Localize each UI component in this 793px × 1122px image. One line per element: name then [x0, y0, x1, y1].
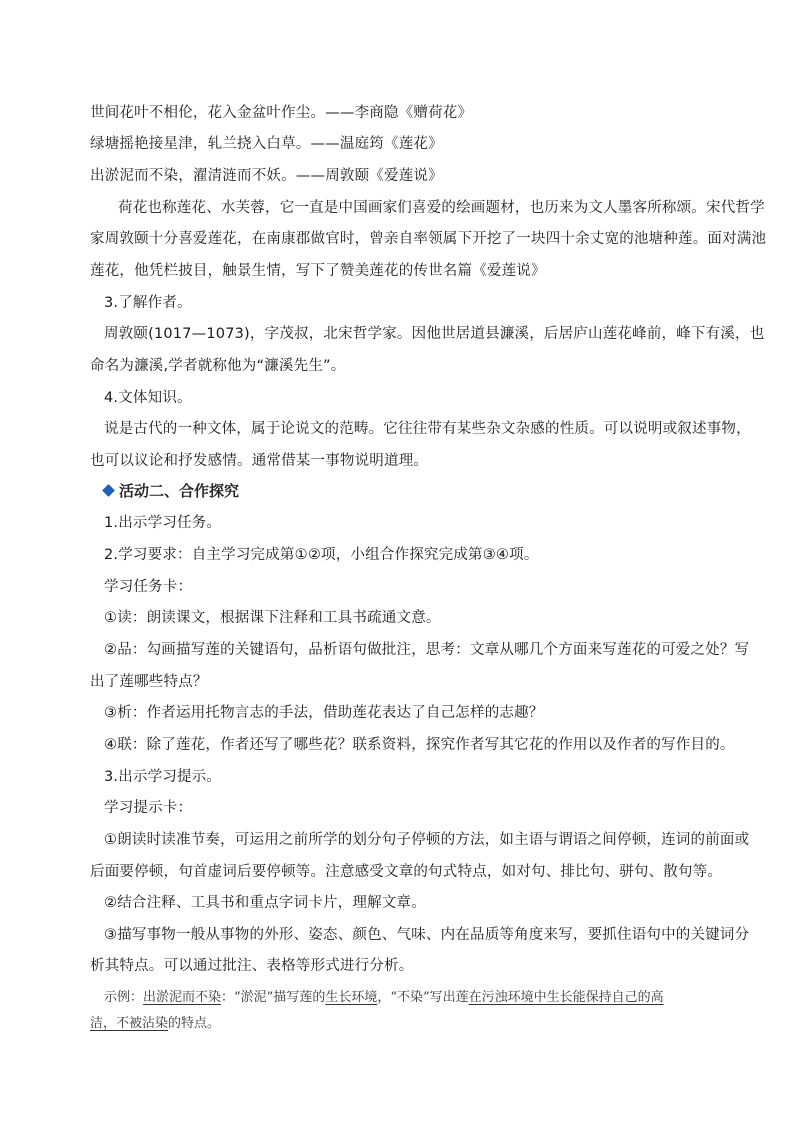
task-2-line-1: ②品：勾画描写莲的关键语句，品析语句做批注，思考：文章从哪几个方面来写莲花的可爱之处？写	[104, 642, 750, 658]
step-2: 2.学习要求：自主学习完成第①②项，小组合作探究完成第③④项。	[104, 547, 539, 563]
intro-line-1: 荷花也称莲花、水芙蓉，它一直是中国画家们喜爱的绘画题材，也历来为文人墨客所称颂。宋代哲学	[118, 200, 765, 216]
diamond-bullet-icon	[102, 484, 115, 497]
example-quote: 出淤泥而不染	[143, 990, 222, 1005]
quote-wen-tingyun: 绿塘摇艳接星津，轧兰挠入白草。——温庭筠《莲花》	[90, 136, 443, 152]
quote-zhou-dunyi: 出淤泥而不染，濯清涟而不妖。——周敦颐《爱莲说》	[90, 168, 443, 184]
example-line-2	[90, 1014, 730, 1034]
step-1: 1.出示学习任务。	[104, 515, 222, 531]
tip-3-line-1: ③描写事物一般从事物的外形、姿态、颜色、气味、内在品质等角度来写，要抓住语句中的关键词分	[104, 927, 750, 943]
task-1: ①读：朗读课文，根据课下注释和工具书疏通文意。	[104, 610, 441, 626]
intro-line-3: 莲花，他凭栏披目，触景生情，写下了赞美莲花的传世名篇《爱莲说》	[90, 263, 546, 279]
author-line-1: 周敦颐(1017—1073)，字茂叔，北宋哲学家。因他世居道县濂溪，后居庐山莲花峰前，峰下有溪，也	[104, 326, 765, 342]
genre-label: 4.文体知识。	[104, 390, 192, 406]
activity-heading	[104, 481, 239, 501]
task-2-line-2: 出了莲哪些特点？	[90, 674, 208, 690]
genre-line-1: 说是古代的一种文体，属于论说文的范畴。它往往带有某些杂文杂感的性质。可以说明或叙述事物，	[104, 421, 751, 437]
tip-1-line-1: ①朗读时读准节奏，可运用之前所学的划分句子停顿的方法，如主语与谓语之间停顿，连词的前面或	[104, 832, 750, 848]
tip-1-line-2: 后面要停顿，句首虚词后要停顿等。注意感受文章的句式特点，如对句、排比句、骈句、散句等。	[90, 864, 723, 880]
example-term-environment: 生长环境	[325, 990, 378, 1005]
tip-2: ②结合注释、工具书和重点字词卡片，理解文章。	[104, 895, 426, 911]
task-4: ④联：除了莲花，作者还写了哪些花？联系资料，探究作者写其它花的作用以及作者的写作目的。	[104, 737, 735, 753]
example-line-1	[104, 988, 744, 1008]
step-3: 3.出示学习提示。	[104, 769, 222, 785]
author-line-2: 命名为濂溪,学者就称他为“濂溪先生”。	[90, 358, 346, 374]
genre-line-2: 也可以议论和抒发感情。通常借某一事物说明道理。	[90, 453, 429, 469]
tip-3-line-2: 析其特点。可以通过批注、表格等形式进行分析。	[90, 958, 414, 974]
quote-li-shangyin: 世间花叶不相伦，花入金盆叶作尘。——李商隐《赠荷花》	[90, 105, 473, 121]
task-3: ③析：作者运用托物言志的手法，借助莲花表达了自己怎样的志趣？	[104, 705, 544, 721]
task-card-label: 学习任务卡：	[104, 579, 193, 595]
example-mid-1: ：“淤泥”描写莲的	[221, 990, 326, 1005]
example-suffix: 的特点。	[168, 1016, 221, 1031]
intro-line-2: 家周敦颐十分喜爱莲花，在南康郡做官时，曾亲自率领属下开挖了一块四十余丈宽的池塘种莲。面对满池	[90, 231, 767, 247]
example-term-purity-b: 洁，不被沾染	[90, 1016, 169, 1031]
example-mid-2: ，“不染”写出莲	[377, 990, 469, 1005]
example-prefix: 示例：	[104, 990, 144, 1005]
tips-card-label: 学习提示卡：	[104, 800, 193, 816]
example-term-purity-a: 在污浊环境中生长能保持自己的高	[468, 990, 664, 1005]
activity-heading-text: 活动二、合作探究	[119, 482, 240, 500]
author-label: 3.了解作者。	[104, 295, 192, 311]
